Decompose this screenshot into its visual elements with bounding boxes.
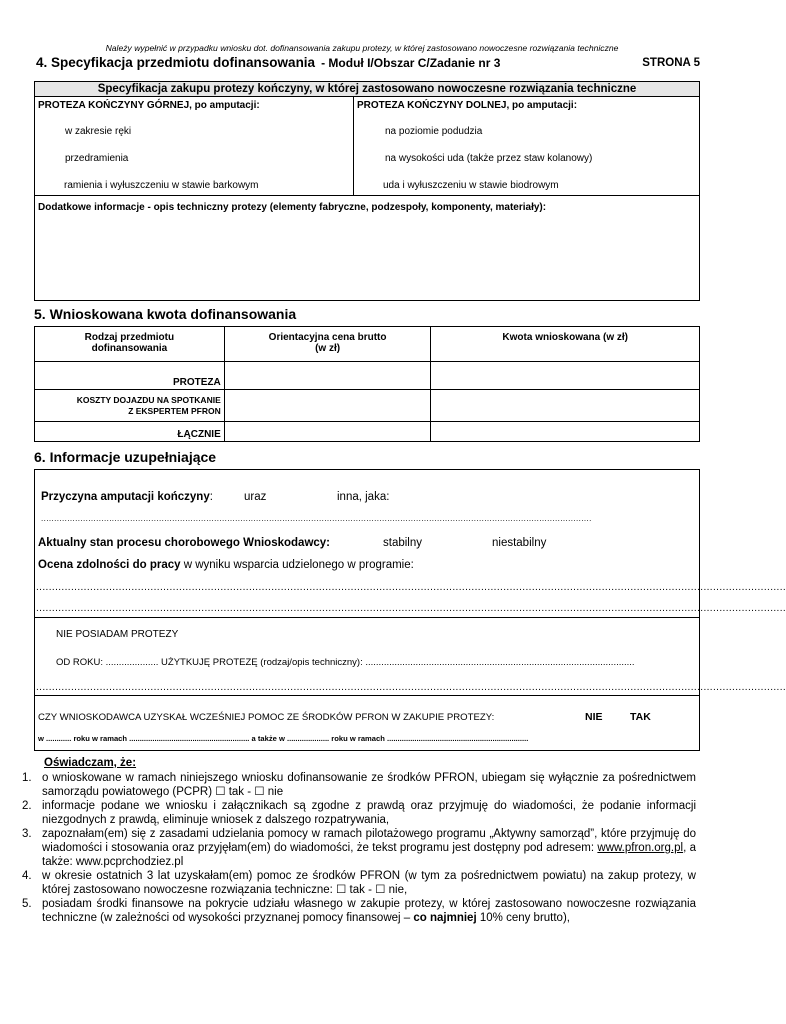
prior-help-detail[interactable]: w ............ roku w ramach ......................................................... a także w .................... roku w ramach ................................................................... — [38, 734, 529, 743]
col-price: Orientacyjna cena brutto (w zł) — [224, 327, 431, 362]
option-injury[interactable]: uraz — [244, 491, 267, 503]
option-prior-help-no[interactable]: NIE — [585, 711, 603, 723]
row-prosthesis-label: PROTEZA — [35, 362, 225, 390]
instruction-note: Należy wypełnić w przypadku wniosku dot. dofinansowania zakupu protezy, w której zastosowano nowoczesne rozwiązania techniczne — [105, 43, 619, 53]
section-6-title: 6. Informacje uzupełniające — [34, 449, 217, 465]
total-amount-field[interactable] — [431, 422, 700, 442]
prosthesis-price-field[interactable] — [224, 362, 431, 390]
declarations-title: Oświadczam, że: — [44, 757, 137, 769]
upper-option-shoulder[interactable]: ramienia i wyłuszczeniu w stawie barkowym — [64, 180, 259, 191]
upper-limb-title: PROTEZA KOŃCZYNY GÓRNEJ, po amputacji: — [38, 100, 260, 111]
spec-header: Specyfikacja zakupu protezy kończyny, w której zastosowano nowoczesne rozwiązania techniczne — [35, 82, 699, 97]
upper-option-forearm[interactable]: przedramienia — [65, 153, 129, 164]
amount-table — [34, 326, 700, 442]
prior-help-question: CZY WNIOSKODAWCA UZYSKAŁ WCZEŚNIEJ POMOC ZE ŚRODKÓW PFRON W ZAKUPIE PROTEZY: — [38, 712, 495, 723]
additional-info-label: Dodatkowe informacje - opis techniczny protezy (elementy fabryczne, podzespoły, komponenty, materiały): — [38, 202, 547, 213]
lower-option-shin[interactable]: na poziomie podudzia — [385, 126, 483, 137]
amputation-cause-row: Przyczyna amputacji kończyny: — [41, 491, 213, 503]
lower-limb-title: PROTEZA KOŃCZYNY DOLNEJ, po amputacji: — [357, 100, 578, 111]
declarations-list — [22, 771, 696, 925]
pfron-link[interactable]: www.pfron.org.pl — [597, 842, 684, 854]
option-unstable[interactable]: niestabilny — [492, 537, 547, 549]
col-requested-amount: Kwota wnioskowana (w zł) — [431, 327, 700, 362]
other-cause-input[interactable]: .................................................................................................................................................................................................................. — [41, 514, 592, 523]
travel-amount-field[interactable] — [431, 390, 700, 422]
col-item-type: Rodzaj przedmiotu dofinansowania — [35, 327, 225, 362]
page-number: STRONA 5 — [642, 57, 700, 69]
section-4-title: 4. Specyfikacja przedmiotu dofinansowania - Moduł I/Obszar C/Zadanie nr 3 — [36, 55, 501, 70]
option-stable[interactable]: stabilny — [383, 537, 422, 549]
prosthesis-spec-box — [34, 81, 700, 301]
row-total-label: ŁĄCZNIE — [35, 422, 225, 442]
section-5-title: 5. Wnioskowana kwota dofinansowania — [34, 306, 297, 322]
work-ability-input-2[interactable]: ............................................................................................................................................................................................................................................ — [36, 603, 786, 614]
option-prior-help-yes[interactable]: TAK — [630, 711, 651, 723]
declaration-5: 5. posiadam środki finansowe na pokrycie udziału własnego w zakupie protezy, w której zastosowano nowoczesne rozwiązania techniczne (w zależności od wysokości przyznanej pomocy finansowej – co najmniej 10% ceny brutto), — [22, 898, 696, 924]
option-no-prosthesis[interactable]: NIE POSIADAM PROTEZY — [56, 629, 179, 640]
work-ability-label: Ocena zdolności do pracy w wyniku wsparcia udzielonego w programie: — [38, 559, 414, 571]
lower-option-hip[interactable]: uda i wyłuszczeniu w stawie biodrowym — [383, 180, 559, 191]
module-label: - Moduł I/Obszar C/Zadanie nr 3 — [321, 56, 501, 70]
work-ability-input-1[interactable]: ............................................................................................................................................................................................................................................ — [36, 582, 786, 593]
declaration-4: 4. w okresie ostatnich 3 lat uzyskałam(em) pomoc ze środków PFRON (w tym za pośrednictwem powiatu) na zakup protezy, w której zastosowano nowoczesne rozwiązania techniczne: ☐ tak - ☐ nie, — [22, 870, 696, 896]
travel-price-field[interactable] — [224, 390, 431, 422]
prosthesis-description-input[interactable]: ............................................................................................................................................................................................................................................ — [36, 682, 786, 693]
declaration-3: 3. zapoznałam(em) się z zasadami udzielania pomocy w ramach pilotażowego programu „Aktywny samorząd”, które przyjmuję do wiadomości i stosowania oraz przyjęłam(em) do wiadomości, że tekst programu jest dostępny pod adresem: www.pfron.org.pl, a także: www.pcprchodziez.pl — [22, 828, 696, 868]
declaration-2: 2. informacje podane we wniosku i załącznikach są zgodne z prawdą oraz przyjmuję do wiadomości, że podanie informacji niezgodnych z prawdą, eliminuje wniosek z dalszego rozpatrywania, — [22, 800, 696, 826]
declaration-1: 1. o wnioskowane w ramach niniejszego wniosku dofinansowanie ze środków PFRON, ubiegam się wyłącznie za pośrednictwem samorządu powiatowego (PCPR) ☐ tak - ☐ nie — [22, 772, 696, 798]
option-other-cause[interactable]: inna, jaka: — [337, 491, 390, 503]
uses-prosthesis-since[interactable]: OD ROKU: .................... UŻYTKUJĘ PROTEZĘ (rodzaj/opis techniczny): ...................................................................................................... — [56, 657, 635, 668]
upper-option-hand[interactable]: w zakresie ręki — [65, 126, 132, 137]
disease-state-label: Aktualny stan procesu chorobowego Wnioskodawcy: — [38, 537, 331, 549]
total-price-field[interactable] — [224, 422, 431, 442]
lower-option-thigh[interactable]: na wysokości uda (także przez staw kolanowy) — [385, 153, 593, 164]
supplementary-info-box — [34, 469, 786, 751]
row-travel-label: KOSZTY DOJAZDU NA SPOTKANIE Z EKSPERTEM PFRON — [35, 390, 225, 422]
prosthesis-amount-field[interactable] — [431, 362, 700, 390]
